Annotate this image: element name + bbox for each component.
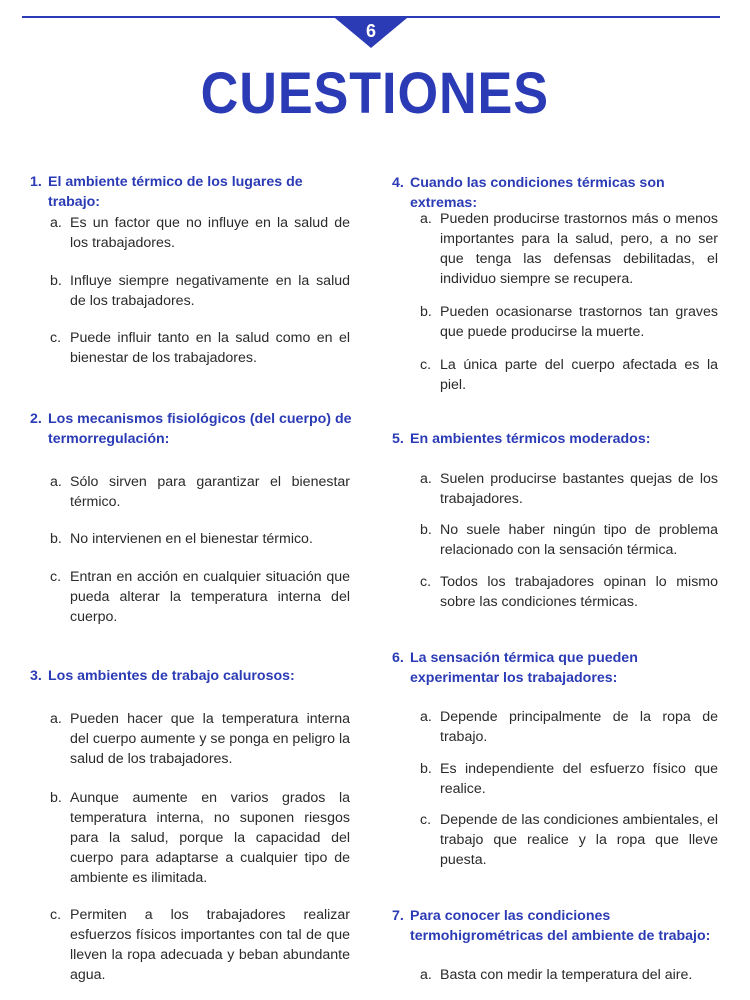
question-text: Para conocer las condiciones termohigrométricas del ambiente de trabajo:: [410, 908, 711, 944]
option-text: Pueden hacer que la temperatura interna del cuerpo aumente y se ponga en peligro la salud de los trabajadores.: [70, 711, 351, 767]
question-heading: [392, 429, 722, 449]
question-heading: [392, 906, 722, 946]
question-text: En ambientes térmicos moderados:: [410, 431, 651, 447]
option-text: Pueden producirse trastornos más o menos importantes para la salud, pero, a no ser que tenga las defensas debilitadas, el individuo siempre se recupera.: [440, 211, 718, 287]
option-4a: [420, 209, 718, 289]
option-letter: c.: [50, 907, 62, 923]
option-letter: a.: [420, 709, 432, 725]
page-title: CUESTIONES: [200, 61, 549, 126]
option-5a: [420, 469, 718, 509]
option-2b: [50, 529, 350, 549]
option-text: Aunque aumente en varios grados la temperatura interna, no suponen riesgos para la salud, porque la capacidad del cuerpo para adaptarse a cualquier tipo de ambiente es ilimitada.: [70, 790, 350, 886]
option-text: Depende principalmente de la ropa de trabajo.: [440, 709, 718, 745]
option-6c: [420, 810, 718, 870]
option-text: Influye siempre negativamente en la salud de los trabajadores.: [70, 273, 350, 309]
question-number: 5.: [392, 431, 404, 447]
question-7: [392, 906, 722, 946]
option-text: Depende de las condiciones ambientales, el trabajo que realice y la ropa que lleve puesta.: [440, 812, 718, 868]
question-text: La sensación térmica que pueden experimentar los trabajadores:: [410, 650, 638, 686]
page-number: 6: [365, 21, 376, 41]
option-letter: b.: [50, 790, 62, 806]
option-letter: c.: [50, 569, 62, 585]
option-2a: [50, 472, 350, 512]
option-text: Suelen producirse bastantes quejas de los trabajadores.: [440, 471, 718, 507]
option-text: No intervienen en el bienestar térmico.: [70, 531, 313, 547]
option-letter: c.: [420, 574, 432, 590]
question-number: 2.: [30, 411, 42, 427]
question-text: Los ambientes de trabajo calurosos:: [48, 668, 295, 684]
option-5c: [420, 572, 718, 612]
option-4b: [420, 302, 718, 342]
option-7a: [420, 965, 718, 985]
option-1a: [50, 213, 350, 253]
option-text: Es independiente del esfuerzo físico que realice.: [440, 761, 718, 797]
question-4: [392, 173, 722, 213]
option-text: Sólo sirven para garantizar el bienestar térmico.: [70, 474, 350, 510]
question-number: 3.: [30, 668, 42, 684]
option-text: La única parte del cuerpo afectada es la piel.: [440, 357, 718, 393]
question-2: [30, 409, 355, 449]
question-heading: [30, 666, 355, 686]
question-heading: [30, 409, 355, 449]
question-3: [30, 666, 355, 686]
option-3c: [50, 905, 350, 985]
option-letter: a.: [420, 967, 432, 983]
option-3a: [50, 709, 350, 769]
option-letter: c.: [420, 812, 432, 828]
question-text: Los mecanismos fisiológicos (del cuerpo) de termorregulación:: [48, 411, 352, 447]
option-2c: [50, 567, 350, 627]
question-number: 7.: [392, 908, 404, 924]
option-letter: a.: [420, 211, 432, 227]
option-1c: [50, 328, 350, 368]
question-number: 1.: [30, 174, 42, 190]
option-text: Puede influir tanto en la salud como en el bienestar de los trabajadores.: [70, 330, 350, 366]
option-text: No suele haber ningún tipo de problema relacionado con la sensación térmica.: [440, 522, 718, 558]
option-6a: [420, 707, 718, 747]
option-letter: a.: [50, 215, 62, 231]
option-5b: [420, 520, 718, 560]
question-heading: [392, 173, 722, 213]
option-letter: b.: [50, 531, 62, 547]
question-6: [392, 648, 722, 688]
question-heading: [392, 648, 722, 688]
option-1b: [50, 271, 350, 311]
question-heading: [30, 172, 355, 212]
option-letter: b.: [420, 522, 432, 538]
option-6b: [420, 759, 718, 799]
option-text: Entran en acción en cualquier situación que pueda alterar la temperatura interna del cuerpo.: [70, 569, 350, 625]
option-letter: c.: [50, 330, 62, 346]
option-text: Permiten a los trabajadores realizar esfuerzos físicos importantes con tal de que lleven la ropa adecuada y beban abundante agua.: [70, 907, 350, 983]
question-text: El ambiente térmico de los lugares de trabajo:: [48, 174, 303, 210]
question-5: [392, 429, 722, 449]
question-1: [30, 172, 355, 212]
question-number: 4.: [392, 175, 404, 191]
option-text: Basta con medir la temperatura del aire.: [440, 967, 693, 983]
option-letter: a.: [420, 471, 432, 487]
option-text: Es un factor que no influye en la salud de los trabajadores.: [70, 215, 350, 251]
option-text: Todos los trabajadores opinan lo mismo sobre las condiciones térmicas.: [440, 574, 718, 610]
option-text: Pueden ocasionarse trastornos tan graves que puede producirse la muerte.: [440, 304, 718, 340]
question-number: 6.: [392, 650, 404, 666]
option-3b: [50, 788, 350, 888]
question-text: Cuando las condiciones térmicas son extremas:: [410, 175, 665, 211]
option-letter: a.: [50, 474, 62, 490]
option-4c: [420, 355, 718, 395]
option-letter: a.: [50, 711, 62, 727]
option-letter: b.: [420, 304, 432, 320]
option-letter: c.: [420, 357, 432, 373]
option-letter: b.: [420, 761, 432, 777]
option-letter: b.: [50, 273, 62, 289]
